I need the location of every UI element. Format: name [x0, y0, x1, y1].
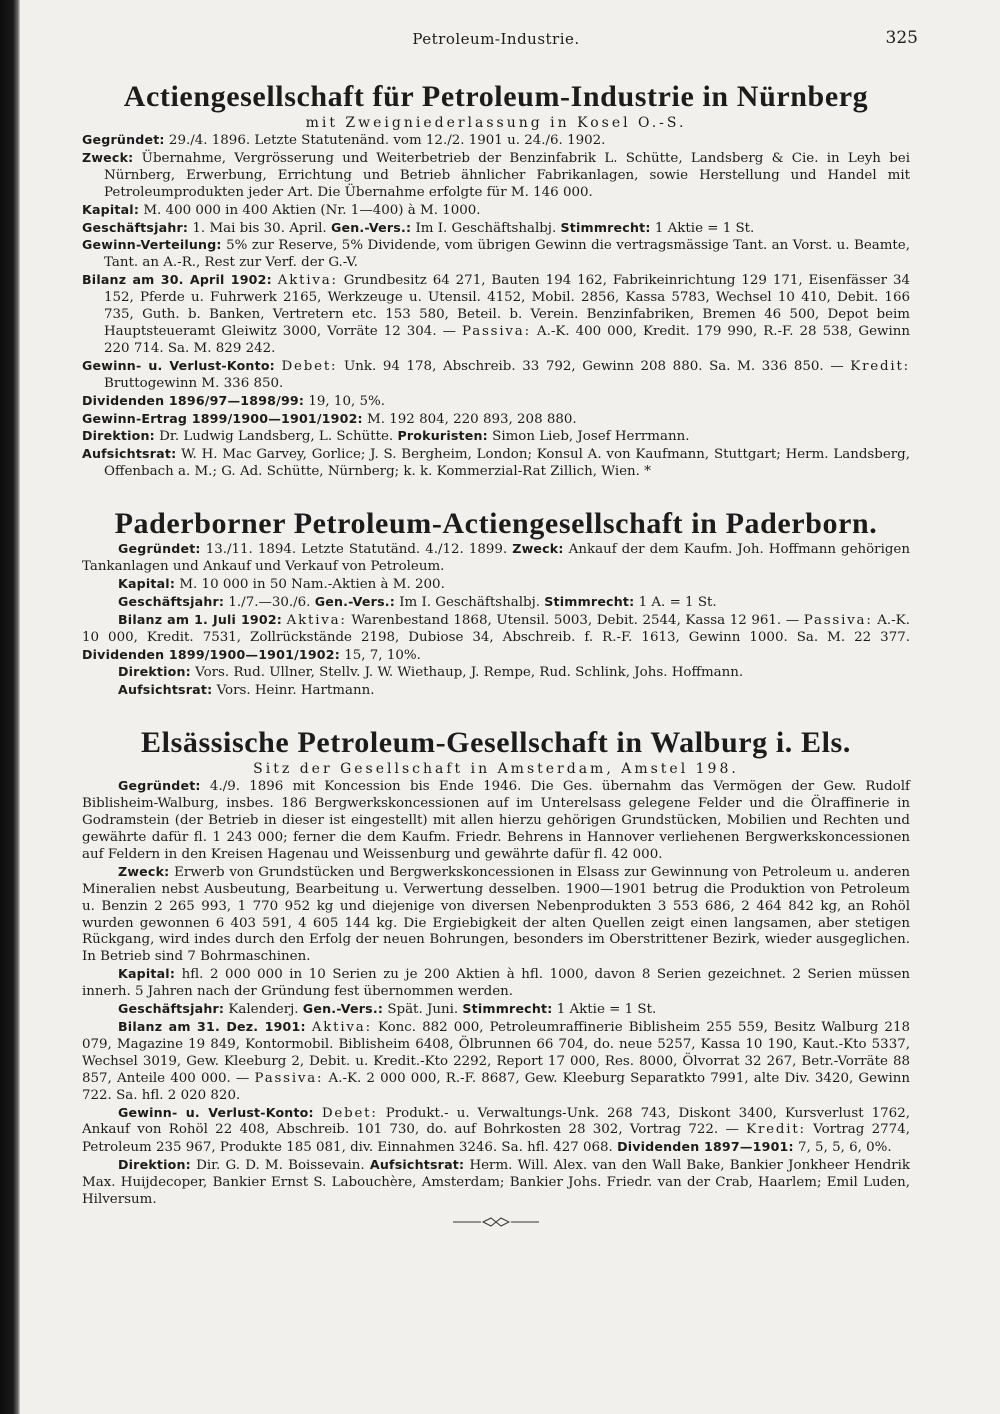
entry-body [82, 541, 910, 700]
company-subtitle: mit Zweigniederlassung in Kosel O.-S. [305, 115, 687, 131]
supervisory-board-paragraph: Aufsichtsrat: W. H. Mac Garvey, Gorlice; J. S. Bergheim, London; Konsul A. von Kaufmann, Stuttgart; Herm. Landsberg, Offenbach a. M.; G. Ad. Schütte, Nürnberg; k. k. Kommerzial-Rat Zillich, Wien. * [82, 446, 910, 480]
balance-paragraph: Bilanz am 31. Dez. 1901: Aktiva: Konc. 882 000, Petroleumraffinerie Biblisheim 255 559, Besitz Walburg 218 079, Magazine 19 849, Kontormobil. Biblisheim 6408, Ölbrunnen 66 704, do. neue 5257, Kassa 10 190, Kaut.-Kto 5337, Wechsel 3019, Gew. Kleeburg 2, Debit. u. Kredit.-Kto 2292, Report 17 000, Res. 8000, Ölvorrat 32 267, Betr.-Vorräte 88 857, Anteile 400 000. — Passiva: A.-K. 2 000 000, R.-F. 8687, Gew. Kleeburg Separatkto 7991, alte Div. 3420, Gewinn 722. Sa. hfl. 2 020 820. [82, 1018, 911, 1103]
capital-paragraph: Kapital: M. 400 000 in 400 Aktien (Nr. 1—400) à M. 1000. [82, 201, 481, 218]
profit-loss-paragraph: Gewinn- u. Verlust-Konto: Debet: Unk. 94 178, Abschreib. 33 792, Gewinn 208 880. Sa. M. 336 850. — Kredit: Bruttogewinn M. 336 850. [82, 357, 910, 391]
scan-binding-edge [0, 0, 20, 1414]
capital-paragraph: Kapital: M. 10 000 in 50 Nam.-Aktien à M. 200. [118, 575, 445, 592]
founded-paragraph: Gegründet: 4./9. 1896 mit Koncession bis Ende 1946. Die Ges. übernahm das Vermögen der Gew. Rudolf Biblisheim-Walburg, insbes. 186 Bergwerkskoncessionen auf im Unterelsass gelegene Felder und die Ölraffinerie in Godramstein (der Betrieb in dieser ist eingestellt) mit allen hierzu gehörigen Grundstücken, Mobilien und Rechten und gewährte dafür fl. 1 243 000; ferner die dem Kaufm. Friedr. Behrens in Hannover verliehenen Bergwerkskoncessionen auf Feldern in den Kreisen Hagenau und Weissenburg und gewährte dafür fl. 42 000. [82, 778, 910, 862]
management-paragraph: Direktion: Vors. Rud. Ullner, Stellv. J. W. Wiethaup, J. Rempe, Rud. Schlink, Johs. Hoffmann. [118, 664, 744, 681]
company-title: Actiengesellschaft für Petroleum-Industrie in Nürnberg [123, 80, 869, 113]
founded-paragraph: Gegründet: 29./4. 1896. Letzte Statutenänd. vom 12./2. 1901 u. 24./6. 1902. [82, 132, 606, 148]
balance-paragraph: Bilanz am 1. Juli 1902: Aktiva: Warenbestand 1868, Utensil. 5003, Debit. 2544, Kassa 12 961. — Passiva: A.-K. 10 000, Kredit. 7531, Zollrückstände 2198, Dubiose 34, Abschreib. f. R.-F. 1613, Gewinn 1000. Sa. M. 22 377. Dividenden 1899/1900—1901/1902: 15, 7, 10%. [82, 611, 910, 663]
purpose-paragraph: Zweck: Erwerb von Grundstücken und Bergwerkskoncessionen in Elsass zur Gewinnung von Petroleum u. anderen Mineralien nebst Ausbeutung, Bearbeitung u. Verwertung desselben. 1900—1901 betrug die Produktion von Petroleum u. Benzin 2 265 993, 1 770 952 kg und diejenige von diversen Nebenprodukten 3 553 686, 2 464 842 kg, an Rohöl wurden gewonnen 6 403 591, 4 605 144 kg. Die Ergiebigkeit der alten Quellen zeigt einen langsamen, aber stetigen Rückgang, wird indes durch den Erfolg der neuen Bohrungen, besonders im Oberstrittener Bezirk, wieder ausgeglichen. In Betrieb sind 7 Bohrmaschinen. [82, 863, 910, 965]
profit-loss-paragraph: Gewinn- u. Verlust-Konto: Debet: Produkt.- u. Verwaltungs-Unk. 268 743, Diskont 3400, Kursverlust 1762, Ankauf von Rohöl 22 408, Abschreib. 101 730, do. auf Bohrkosten 28 302, Vortrag 722. — Kredit: Vortrag 2774, Petroleum 235 967, Produkte 185 081, div. Einnahmen 3246. Sa. hfl. 427 068. Dividenden 1897—1901: 7, 5, 5, 6, 0%. [82, 1104, 910, 1156]
book-page [82, 28, 918, 1231]
section-end-ornament [82, 1215, 910, 1231]
company-entry [82, 726, 910, 1209]
fiscal-year-paragraph: Geschäftsjahr: 1./7.—30./6. Gen.-Vers.: Im I. Geschäftshalbj. Stimmrecht: 1 A. = 1 St. [118, 593, 717, 610]
ornament-icon [451, 1217, 541, 1227]
supervisory-board-paragraph: Aufsichtsrat: Vors. Heinr. Hartmann. [118, 682, 375, 699]
founded-paragraph: Gegründet: 13./11. 1894. Letzte Statutänd. 4./12. 1899. Zweck: Ankauf der dem Kaufm. Joh. Hoffmann gehörigen Tankanlagen und Ankauf und Verkauf von Petroleum. [82, 541, 910, 575]
profit-distribution-paragraph: Gewinn-Verteilung: 5% zur Reserve, 5% Dividende, vom übrigen Gewinn die vertragsmässige Tant. an Vorst. u. Beamte, Tant. an A.-R., Rest zur Verf. der G.-V. [82, 237, 910, 271]
company-title: Elsässische Petroleum-Gesellschaft in Walburg i. Els. [141, 726, 851, 760]
company-subtitle: Sitz der Gesellschaft in Amsterdam, Amstel 198. [253, 761, 739, 778]
running-head-title: Petroleum-Industrie. [412, 30, 580, 48]
page-number: 325 [885, 28, 918, 48]
fiscal-year-paragraph: Geschäftsjahr: 1. Mai bis 30. April. Gen.-Vers.: Im I. Geschäftshalbj. Stimmrecht: 1 Aktie = 1 St. [82, 219, 755, 236]
company-entry [82, 507, 910, 700]
purpose-paragraph: Zweck: Übernahme, Vergrösserung und Weiterbetrieb der Benzinfabrik L. Schütte, Landsberg & Cie. in Leyh bei Nürnberg, Erwerbung, Errichtung und Betrieb ähnlicher Fabrikanlagen, sowie Herstellung und Handel mit Petroleumprodukten jeder Art. Die Übernahme erfolgte für M. 146 000. [82, 149, 910, 200]
balance-paragraph: Bilanz am 30. April 1902: Aktiva: Grundbesitz 64 271, Bauten 194 162, Fabrikeinrichtung 129 171, Eisenfässer 34 152, Pferde u. Fuhrwerk 2165, Werkzeuge u. Utensil. 4152, Mobil. 2856, Kassa 5783, Wechsel 10 410, Debit. 166 735, Guth. b. Banken, Vertretern etc. 153 580, Beteil. b. Verein. Benzinfabriken, Bremen 46 500, Depot beim Hauptsteueramt Gleiwitz 3000, Vorräte 12 304. — Passiva: A.-K. 400 000, Kredit. 179 990, R.-F. 28 538, Gewinn 220 714. Sa. M. 829 242. [82, 272, 910, 356]
management-paragraph: Direktion: Dir. G. D. M. Boissevain. Aufsichtsrat: Herm. Will. Alex. van den Wall Bake, Bankier Jonkheer Hendrik Max. Huijdecoper, Bankier Ernst S. Labouchère, Amsterdam; Bankier Johs. Friedr. van der Crab, Haarlem; Emil Luden, Hilversum. [82, 1157, 910, 1208]
company-entry [82, 80, 910, 481]
entry-body [82, 778, 910, 1209]
management-paragraph: Direktion: Dr. Ludwig Landsberg, L. Schütte. Prokuristen: Simon Lieb, Josef Herrmann. [82, 428, 690, 445]
running-head [82, 28, 918, 54]
fiscal-year-paragraph: Geschäftsjahr: Kalenderj. Gen.-Vers.: Spät. Juni. Stimmrecht: 1 Aktie = 1 St. [118, 1001, 657, 1018]
company-title: Paderborner Petroleum-Actiengesellschaft in Paderborn. [114, 507, 878, 541]
dividends-paragraph: Dividenden 1896/97—1898/99: 19, 10, 5%. [82, 392, 385, 409]
entry-body [82, 132, 910, 481]
capital-paragraph: Kapital: hfl. 2 000 000 in 10 Serien zu je 200 Aktien à hfl. 1000, davon 8 Serien gezeichnet. 2 Serien müssen innerh. 5 Jahren nach der Gründung fest übernommen werden. [82, 966, 910, 1000]
earnings-paragraph: Gewinn-Ertrag 1899/1900—1901/1902: M. 192 804, 220 893, 208 880. [82, 410, 577, 427]
